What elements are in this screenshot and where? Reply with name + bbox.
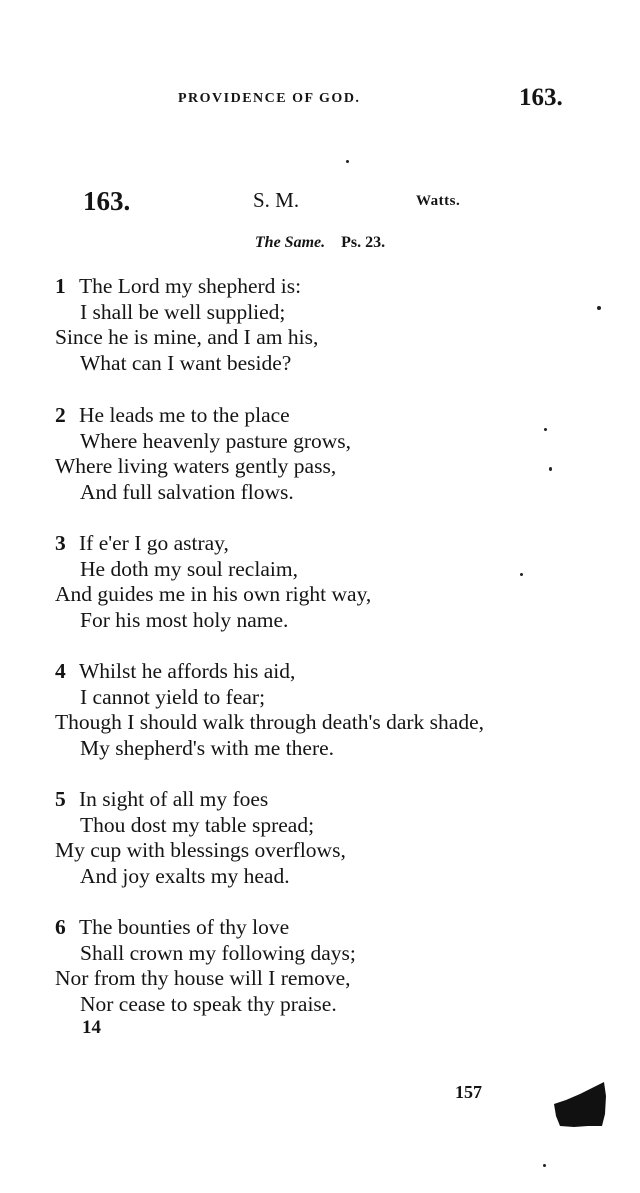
hymn-subtitle-line bbox=[0, 234, 640, 252]
verse-text: I shall be well supplied; bbox=[80, 299, 286, 324]
verse-text: For his most holy name. bbox=[80, 607, 289, 632]
verse-line bbox=[55, 659, 295, 684]
stanza-number: 2 bbox=[55, 403, 66, 427]
verse-text: And joy exalts my head. bbox=[80, 863, 290, 888]
verse-line bbox=[55, 531, 229, 556]
verse-text: What can I want beside? bbox=[80, 350, 292, 375]
stanza-number: 6 bbox=[55, 915, 66, 939]
verse-text: Thou dost my table spread; bbox=[80, 812, 315, 837]
signature-mark: 14 bbox=[82, 1017, 101, 1038]
ink-speck bbox=[544, 428, 547, 431]
verse-text: Though I should walk through death's dark shade, bbox=[55, 710, 485, 734]
verse-text: He leads me to the place bbox=[79, 403, 290, 427]
verse-text: My cup with blessings overflows, bbox=[55, 838, 346, 862]
stanza-number: 1 bbox=[55, 274, 66, 298]
ink-speck bbox=[520, 573, 523, 576]
verse-text: If e'er I go astray, bbox=[79, 531, 229, 555]
verse-line bbox=[80, 351, 291, 376]
verse-text: The bounties of thy love bbox=[79, 915, 290, 939]
verse-line bbox=[55, 582, 371, 607]
verse-line bbox=[80, 685, 265, 710]
scripture-reference: Ps. 23. bbox=[341, 234, 386, 251]
verse-line bbox=[80, 480, 294, 505]
verse-line bbox=[55, 966, 351, 991]
verse-line bbox=[80, 813, 314, 838]
verse-line bbox=[80, 557, 298, 582]
running-title: PROVIDENCE OF GOD. bbox=[178, 91, 361, 106]
verse-text: Nor cease to speak thy praise. bbox=[80, 991, 337, 1016]
hymn-meter: S. M. bbox=[253, 188, 300, 212]
ink-speck bbox=[346, 160, 349, 163]
verse-line bbox=[80, 736, 334, 761]
page-number: 163. bbox=[519, 84, 563, 111]
verse-line bbox=[80, 429, 351, 454]
ink-speck bbox=[597, 306, 601, 310]
verse-text: Nor from thy house will I remove, bbox=[55, 966, 351, 990]
ink-speck bbox=[543, 1164, 546, 1167]
verse-line bbox=[55, 838, 346, 863]
hymn-subtitle: The Same. bbox=[254, 234, 326, 251]
stanza-number: 5 bbox=[55, 787, 66, 811]
verse-line bbox=[55, 325, 318, 350]
ink-blot bbox=[552, 1080, 608, 1128]
verse-text: Whilst he affords his aid, bbox=[79, 659, 296, 683]
verse-text: Where heavenly pasture grows, bbox=[80, 428, 352, 453]
verse-line bbox=[80, 864, 290, 889]
verse-line bbox=[80, 608, 288, 633]
verse-text: Where living waters gently pass, bbox=[55, 454, 337, 478]
verse-text: He doth my soul reclaim, bbox=[80, 556, 298, 581]
verse-line bbox=[55, 915, 289, 940]
stanza-number: 3 bbox=[55, 531, 66, 555]
verse-line bbox=[80, 992, 337, 1017]
printer-mark: 157 bbox=[455, 1082, 482, 1102]
verse-text: Shall crown my following days; bbox=[80, 940, 356, 965]
verse-line bbox=[55, 710, 484, 735]
verse-text: The Lord my shepherd is: bbox=[79, 274, 302, 298]
verse-text: My shepherd's with me there. bbox=[80, 735, 335, 760]
ink-speck bbox=[549, 467, 552, 471]
verse-text: I cannot yield to fear; bbox=[80, 684, 266, 709]
verse-text: Since he is mine, and I am his, bbox=[55, 325, 319, 349]
verse-text: And guides me in his own right way, bbox=[55, 582, 372, 606]
verse-line bbox=[55, 274, 301, 299]
verse-line bbox=[80, 300, 285, 325]
verse-line bbox=[55, 403, 290, 428]
verse-line bbox=[55, 454, 336, 479]
hymn-author: Watts. bbox=[416, 193, 461, 209]
verse-line bbox=[80, 941, 356, 966]
stanza-number: 4 bbox=[55, 659, 66, 683]
verse-text: And full salvation flows. bbox=[80, 479, 294, 504]
verse-line bbox=[55, 787, 268, 812]
verse-text: In sight of all my foes bbox=[79, 787, 269, 811]
hymn-number: 163. bbox=[83, 186, 131, 216]
